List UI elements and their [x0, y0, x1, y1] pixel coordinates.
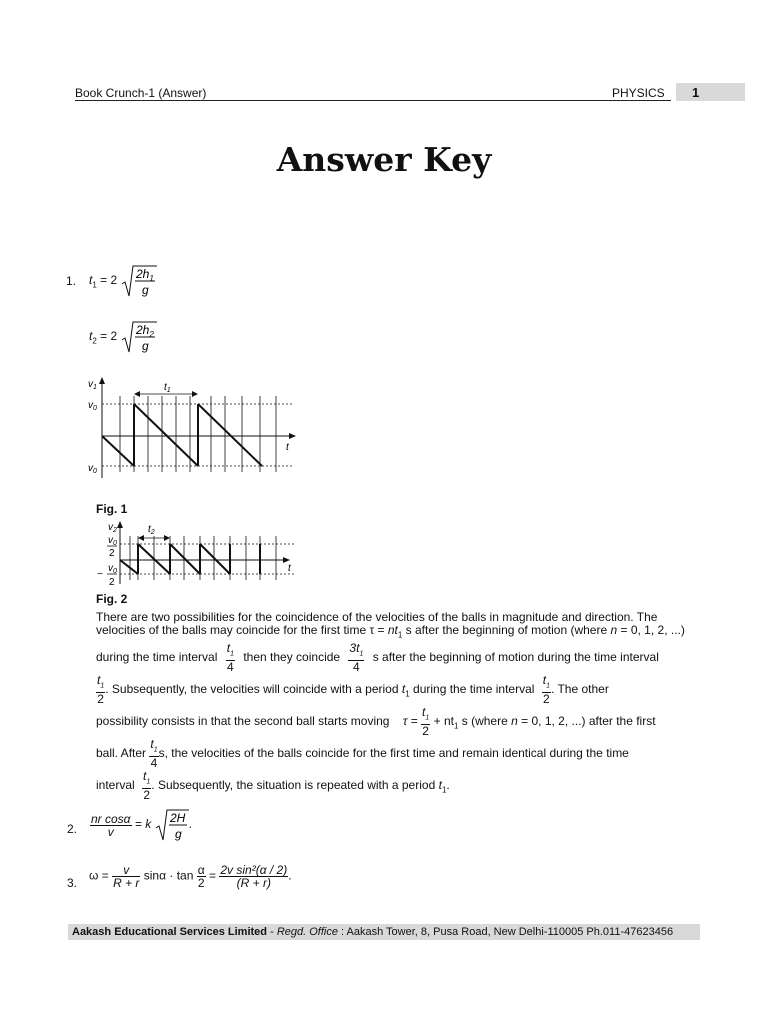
fig1-caption: Fig. 1	[96, 502, 128, 516]
fig1-axis-v-label: $v_1$	[88, 379, 97, 391]
svg-text:2H: 2H	[169, 811, 185, 825]
figure-1-graph	[84, 374, 304, 482]
answer-paragraph-line-2: velocities of the balls may coincide for the first time $\tau = nt_1$ s after the beginning of motion (where n = 0, 1, 2, ...)	[96, 623, 685, 640]
answer-paragraph-line-7: interval $\frac{t_1}{2}$ . Subsequently, the situation is repeated with a period $t_1$.	[96, 769, 450, 803]
fig1-velocity-line	[102, 404, 262, 466]
answer-paragraph-line-5: possibility consists in that the second ball starts moving τ = $\frac{t_1}{2}$ + $nt_1$ s (where n = 0, 1, 2, ...) after the first	[96, 705, 656, 739]
footer-regd: Regd. Office	[276, 926, 338, 938]
svg-text:g: g	[141, 283, 149, 297]
question-number-1: 1.	[66, 274, 77, 288]
question-number-3: 3.	[67, 876, 78, 890]
svg-text:2h1: $2h_1$	[135, 267, 154, 283]
answer-paragraph-line-4: $\frac{t_1}{2}$ . Subsequently, the velocities will coincide with a period $t_1$ during the time interval $\frac{t_1}{2}$ . The other	[97, 673, 609, 707]
fig1-period-label: $t_1$	[164, 382, 171, 394]
page-number-box	[676, 83, 745, 101]
running-header: Book Crunch-1 (Answer)	[75, 86, 207, 100]
fig2-upper-label-den: 2	[109, 548, 115, 559]
equation-t1: $t_1 = 2$ $2h_1$ g	[89, 264, 157, 298]
fig2-lower-label-num: $v_0$	[108, 563, 117, 575]
fig2-upper-label-num: $v_0$	[108, 535, 117, 547]
fig2-velocity-line	[120, 544, 260, 574]
fig2-period-label: $t_2$	[148, 524, 155, 536]
fig2-minus-sign: −	[97, 569, 103, 580]
header-rule	[75, 100, 671, 101]
equation-q3: ω = $\frac{v}{R + r}$ sinα · tan $\frac{\alpha}{2}$ = $\frac{\text{2v sin²(α / 2)}}{(R + r)}$ .	[89, 863, 292, 890]
fig2-axis-v-label: $v_2$	[108, 522, 117, 534]
question-number-2: 2.	[67, 822, 78, 836]
answer-paragraph-line-6: ball. After $\frac{t_1}{4}$ s, the velocities of the balls coincide for the first time and remain identical during the time	[96, 737, 629, 771]
equation-q2: $\frac{\text{nr cosα}}{v}$ = k 2H g .	[91, 811, 192, 841]
subject-label: PHYSICS	[612, 86, 665, 100]
svg-text:g: g	[174, 827, 182, 841]
equation-t2: $t_2 = 2$ $2h_2$ g	[89, 320, 157, 354]
footer-address: : Aakash Tower, 8, Pusa Road, New Delhi-110005 Ph.011-47623456	[337, 926, 674, 938]
footer-company: Aakash Educational Services Limited	[72, 926, 268, 938]
fig2-axis-t-label: t	[288, 563, 291, 574]
answer-paragraph-line-1: There are two possibilities for the coincidence of the velocities of the balls in magnitude and direction. The	[96, 610, 658, 624]
fig1-v0-bottom-label: $v_0$	[88, 463, 97, 475]
fig1-axis-t-label: t	[286, 442, 289, 453]
fig2-caption: Fig. 2	[96, 592, 128, 606]
page-title: Answer Key	[276, 140, 492, 179]
fig2-lower-label-den: 2	[109, 577, 115, 588]
answer-paragraph-line-3: during the time interval $\frac{t_1}{4}$ then they coincide $\frac{3t_1}{4}$ s after the beginning of motion during the time interval	[96, 641, 659, 675]
page-number: 1	[692, 85, 700, 100]
svg-text:g: g	[141, 339, 149, 353]
fig1-v0-top-label: $v_0$	[88, 400, 97, 412]
figure-2-graph	[84, 518, 304, 590]
footer-text: Aakash Educational Services Limited - Regd. Office : Aakash Tower, 8, Pusa Road, New Delhi-110005 Ph.011-47623456	[72, 926, 674, 938]
svg-text:2h2: $2h_2$	[135, 323, 154, 339]
